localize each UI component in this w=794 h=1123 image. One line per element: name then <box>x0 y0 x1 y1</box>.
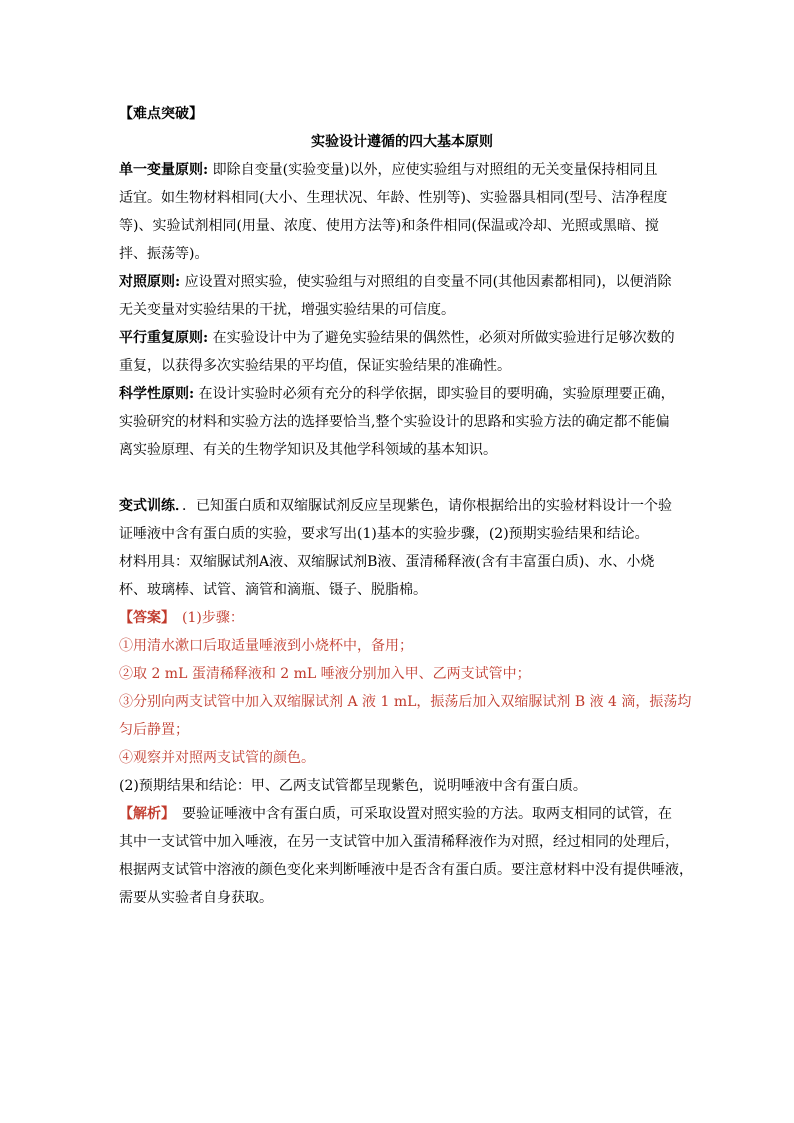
principle-text: 重复，以获得多次实验结果的平均值，保证实验结果的准确性。 <box>119 358 511 374</box>
answer-intro: (1)步骤： <box>168 610 244 626</box>
answer-conclusion: (2)预期结果和结论：甲、乙两支试管都呈现紫色，说明唾液中含有蛋白质。 <box>119 778 587 794</box>
principle-text: 实验研究的材料和实验方法的选择要恰当,整个实验设计的思路和实验方法的确定都不能偏 <box>119 414 670 430</box>
principle-name: 平行重复原则: <box>119 330 209 346</box>
materials-text: 杯、玻璃棒、试管、滴管和滴瓶、镊子、脱脂棉。 <box>119 582 427 598</box>
answer-step: ③分别向两支试管中加入双缩脲试剂 A 液 1 mL，振荡后加入双缩脲试剂 B 液 4 滴，振荡均 <box>119 694 692 710</box>
exercise-block <box>119 492 685 604</box>
exercise-text: 证唾液中含有蛋白质的实验，要求写出(1)基本的实验步骤，(2)预期实验结果和结论。 <box>119 526 649 542</box>
principle-text: 在设计实验时必须有充分的科学依据，即实验目的要明确，实验原理要正确， <box>194 386 675 402</box>
principle-control <box>119 268 685 324</box>
principle-text: 等)、实验试剂相同(用量、浓度、使用方法等)和条件相同(保温或冷却、光照或黑暗、搅 <box>119 218 659 234</box>
principle-text: 适宜。如生物材料相同(大小、生理状况、年龄、性别等)、实验器具相同(型号、洁净程度 <box>119 190 668 206</box>
answer-step: ②取 2 mL 蛋清稀释液和 2 mL 唾液分别加入甲、乙两支试管中； <box>119 666 531 682</box>
answer-step: ④观察并对照两支试管的颜色。 <box>119 750 315 766</box>
article-title: 实验设计遵循的四大基本原则 <box>311 134 493 150</box>
principle-name: 单一变量原则: <box>119 162 209 178</box>
spacer <box>119 464 685 492</box>
analysis-text: 根据两支试管中溶液的颜色变化来判断唾液中是否含有蛋白质。要注意材料中没有提供唾液， <box>119 862 693 878</box>
principle-name: 对照原则: <box>119 274 181 290</box>
answer-label: 【答案】 <box>119 610 168 626</box>
analysis-block <box>119 800 693 912</box>
exercise-label: 变式训练． <box>119 498 182 514</box>
document-content <box>119 100 693 912</box>
principle-text: 即除自变量(实验变量)以外，应使实验组与对照组的无关变量保持相同且 <box>208 162 658 178</box>
analysis-text: 需要从实验者自身获取。 <box>119 890 273 906</box>
analysis-text: 要验证唾液中含有蛋白质，可采取设置对照实验的方法。取两支相同的试管，在 <box>168 806 672 822</box>
answer-block <box>119 604 692 800</box>
section-heading: 【难点突破】 <box>119 106 203 122</box>
principle-repetition <box>119 324 685 380</box>
analysis-label: 【解析】 <box>119 806 168 822</box>
principle-text: 离实验原理、有关的生物学知识及其他学科领域的基本知识。 <box>119 442 497 458</box>
principle-scientific <box>119 380 685 464</box>
analysis-text: 其中一支试管中加入唾液，在另一支试管中加入蛋清稀释液作为对照，经过相同的处理后， <box>119 834 679 850</box>
principle-text: 拌、振荡等)。 <box>119 246 209 262</box>
principle-text: 应设置对照实验，使实验组与对照组的自变量不同(其他因素都相同)，以便消除 <box>180 274 672 290</box>
principle-text: 无关变量对实验结果的干扰，增强实验结果的可信度。 <box>119 302 455 318</box>
principle-name: 科学性原则: <box>119 386 195 402</box>
answer-step: ①用清水漱口后取适量唾液到小烧杯中，备用； <box>119 638 413 654</box>
principle-text: 在实验设计中为了避免实验结果的偶然性，必须对所做实验进行足够次数的 <box>208 330 675 346</box>
answer-step: 匀后静置； <box>119 722 189 738</box>
exercise-text: ．已知蛋白质和双缩脲试剂反应呈现紫色，请你根据给出的实验材料设计一个验 <box>182 498 672 514</box>
materials-text: 材料用具：双缩脲试剂A液、双缩脲试剂B液、蛋清稀释液(含有丰富蛋白质)、水、小烧 <box>119 554 655 570</box>
principle-single-variable <box>119 156 685 268</box>
